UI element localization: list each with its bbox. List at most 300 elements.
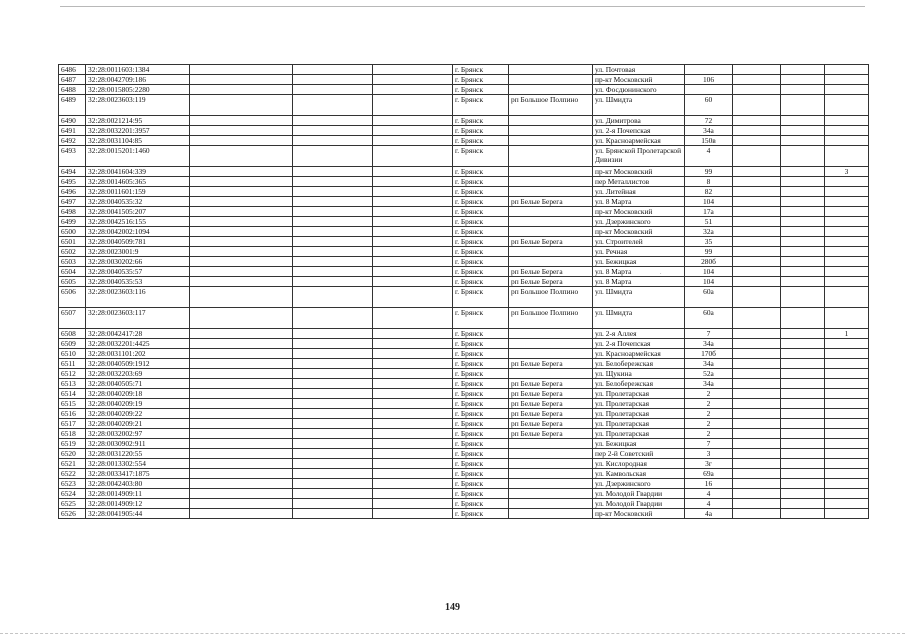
empty-cell [373, 329, 453, 339]
city-cell: г. Брянск [453, 116, 509, 126]
empty-cell [373, 449, 453, 459]
empty-cell [293, 207, 373, 217]
record-number: 6522 [59, 469, 86, 479]
house-number-cell: 280б [685, 257, 733, 267]
empty-cell [190, 116, 293, 126]
record-number: 6499 [59, 217, 86, 227]
apartment-cell [825, 207, 869, 217]
empty-cell [781, 167, 825, 177]
empty-cell [781, 116, 825, 126]
register-body [59, 65, 869, 519]
table-row [59, 379, 869, 389]
empty-cell [781, 399, 825, 409]
empty-cell [190, 499, 293, 509]
house-number-cell: 99 [685, 247, 733, 257]
cadastral-number: 32:28:0032203:69 [86, 369, 190, 379]
empty-cell [781, 95, 825, 116]
street-cell: ул. 2-я Аллея [593, 329, 685, 339]
record-number: 6500 [59, 227, 86, 237]
street-cell: ул. Молодой Гвардии [593, 489, 685, 499]
empty-cell [733, 247, 781, 257]
street-cell: ул. Белобережская [593, 359, 685, 369]
empty-cell [373, 126, 453, 136]
cadastral-number: 32:28:0041604:339 [86, 167, 190, 177]
empty-cell [733, 349, 781, 359]
apartment-cell [825, 479, 869, 489]
table-row [59, 439, 869, 449]
apartment-cell [825, 75, 869, 85]
record-number: 6524 [59, 489, 86, 499]
street-cell: пер Металлистов [593, 177, 685, 187]
empty-cell [373, 287, 453, 308]
cadastral-number: 32:28:0023603:117 [86, 308, 190, 329]
street-cell: ул. Шмидта [593, 95, 685, 116]
house-number-cell: 4 [685, 146, 733, 167]
record-number: 6501 [59, 237, 86, 247]
empty-cell [293, 369, 373, 379]
house-number-cell: 4а [685, 509, 733, 519]
settlement-cell [509, 329, 593, 339]
empty-cell [293, 65, 373, 75]
apartment-cell [825, 136, 869, 146]
apartment-cell [825, 399, 869, 409]
table-row [59, 257, 869, 267]
table-row [59, 287, 869, 308]
empty-cell [733, 116, 781, 126]
apartment-cell [825, 267, 869, 277]
cadastral-number: 32:28:0042403:80 [86, 479, 190, 489]
empty-cell [373, 75, 453, 85]
cadastral-number: 32:28:0014909:11 [86, 489, 190, 499]
empty-cell [733, 379, 781, 389]
city-cell: г. Брянск [453, 459, 509, 469]
empty-cell [373, 116, 453, 126]
cadastral-number: 32:28:0031101:202 [86, 349, 190, 359]
street-cell: ул. Фосдюнинского [593, 85, 685, 95]
house-number-cell: 7 [685, 329, 733, 339]
empty-cell [190, 429, 293, 439]
street-cell: ул. Дзержинского [593, 479, 685, 489]
apartment-cell [825, 257, 869, 267]
empty-cell [293, 247, 373, 257]
empty-cell [190, 379, 293, 389]
house-number-cell: 17а [685, 207, 733, 217]
table-row [59, 177, 869, 187]
table-row [59, 409, 869, 419]
empty-cell [293, 469, 373, 479]
city-cell: г. Брянск [453, 308, 509, 329]
settlement-cell [509, 65, 593, 75]
table-row [59, 399, 869, 409]
record-number: 6516 [59, 409, 86, 419]
city-cell: г. Брянск [453, 509, 509, 519]
apartment-cell [825, 95, 869, 116]
city-cell: г. Брянск [453, 339, 509, 349]
apartment-cell [825, 227, 869, 237]
cadastral-number: 32:28:0015805:2280 [86, 85, 190, 95]
empty-cell [373, 95, 453, 116]
table-row [59, 217, 869, 227]
empty-cell [733, 339, 781, 349]
empty-cell [733, 479, 781, 489]
empty-cell [733, 489, 781, 499]
city-cell: г. Брянск [453, 359, 509, 369]
record-number: 6525 [59, 499, 86, 509]
empty-cell [733, 409, 781, 419]
settlement-cell [509, 136, 593, 146]
empty-cell [733, 419, 781, 429]
city-cell: г. Брянск [453, 449, 509, 459]
cadastral-number: 32:28:0040209:21 [86, 419, 190, 429]
empty-cell [733, 308, 781, 329]
scan-dot: . [660, 270, 662, 276]
table-row [59, 197, 869, 207]
empty-cell [781, 146, 825, 167]
table-row [59, 116, 869, 126]
empty-cell [293, 227, 373, 237]
city-cell: г. Брянск [453, 247, 509, 257]
city-cell: г. Брянск [453, 277, 509, 287]
settlement-cell [509, 187, 593, 197]
cadastral-number: 32:28:0042516:155 [86, 217, 190, 227]
cadastral-number: 32:28:0041905:44 [86, 509, 190, 519]
settlement-cell [509, 126, 593, 136]
empty-cell [293, 329, 373, 339]
empty-cell [190, 237, 293, 247]
empty-cell [781, 359, 825, 369]
apartment-cell [825, 277, 869, 287]
house-number-cell: 7 [685, 439, 733, 449]
settlement-cell: рп Большое Полпино [509, 287, 593, 308]
street-cell: ул. Шмидта [593, 287, 685, 308]
apartment-cell [825, 389, 869, 399]
empty-cell [781, 389, 825, 399]
empty-cell [293, 146, 373, 167]
table-row [59, 187, 869, 197]
street-cell [593, 146, 685, 167]
record-number: 6489 [59, 95, 86, 116]
empty-cell [190, 207, 293, 217]
empty-cell [781, 509, 825, 519]
house-number-cell [685, 85, 733, 95]
settlement-cell [509, 227, 593, 237]
street-cell: ул. Щукина [593, 369, 685, 379]
empty-cell [373, 167, 453, 177]
empty-cell [293, 349, 373, 359]
empty-cell [733, 146, 781, 167]
empty-cell [733, 469, 781, 479]
empty-cell [190, 369, 293, 379]
cadastral-number: 32:28:0040535:32 [86, 197, 190, 207]
street-cell: ул. 8 Марта [593, 277, 685, 287]
empty-cell [190, 136, 293, 146]
street-cell: пер 2-й Советский [593, 449, 685, 459]
empty-cell [293, 509, 373, 519]
record-number: 6505 [59, 277, 86, 287]
empty-cell [190, 167, 293, 177]
cadastral-number: 32:28:0042002:1094 [86, 227, 190, 237]
house-number-cell: 150в [685, 136, 733, 146]
empty-cell [733, 277, 781, 287]
empty-cell [733, 287, 781, 308]
table-row [59, 459, 869, 469]
city-cell: г. Брянск [453, 469, 509, 479]
empty-cell [781, 349, 825, 359]
empty-cell [733, 187, 781, 197]
cadastral-number: 32:28:0042709:186 [86, 75, 190, 85]
record-number: 6513 [59, 379, 86, 389]
street-cell: ул. Димитрова [593, 116, 685, 126]
settlement-cell [509, 369, 593, 379]
apartment-cell [825, 65, 869, 75]
empty-cell [293, 499, 373, 509]
empty-cell [190, 126, 293, 136]
empty-cell [190, 489, 293, 499]
empty-cell [373, 308, 453, 329]
empty-cell [781, 126, 825, 136]
city-cell: г. Брянск [453, 136, 509, 146]
cadastral-number: 32:28:0030202:66 [86, 257, 190, 267]
cadastral-number: 32:28:0013302:554 [86, 459, 190, 469]
empty-cell [781, 187, 825, 197]
table-row [59, 449, 869, 459]
empty-cell [781, 85, 825, 95]
empty-cell [373, 509, 453, 519]
empty-cell [373, 85, 453, 95]
table-row [59, 75, 869, 85]
empty-cell [293, 257, 373, 267]
empty-cell [293, 389, 373, 399]
apartment-cell [825, 247, 869, 257]
street-line: ул. Брянской Пролетарской [595, 146, 682, 155]
empty-cell [733, 207, 781, 217]
empty-cell [190, 65, 293, 75]
record-number: 6509 [59, 339, 86, 349]
settlement-cell [509, 469, 593, 479]
record-number: 6493 [59, 146, 86, 167]
record-number: 6514 [59, 389, 86, 399]
city-cell: г. Брянск [453, 257, 509, 267]
cadastral-number: 32:28:0031220:55 [86, 449, 190, 459]
table-row [59, 146, 869, 167]
house-number-cell: 8 [685, 177, 733, 187]
empty-cell [733, 499, 781, 509]
empty-cell [781, 499, 825, 509]
house-number-cell: 51 [685, 217, 733, 227]
city-cell: г. Брянск [453, 75, 509, 85]
empty-cell [781, 237, 825, 247]
table-row [59, 65, 869, 75]
house-number-cell: 2 [685, 429, 733, 439]
empty-cell [190, 399, 293, 409]
cadastral-number: 32:28:0021214:95 [86, 116, 190, 126]
house-number-cell: 32а [685, 227, 733, 237]
empty-cell [733, 369, 781, 379]
empty-cell [373, 65, 453, 75]
record-number: 6523 [59, 479, 86, 489]
settlement-cell [509, 85, 593, 95]
house-number-cell: 4 [685, 489, 733, 499]
empty-cell [293, 85, 373, 95]
record-number: 6492 [59, 136, 86, 146]
empty-cell [373, 247, 453, 257]
street-cell: ул. Бежицкая [593, 439, 685, 449]
city-cell: г. Брянск [453, 126, 509, 136]
house-number-cell: 52а [685, 369, 733, 379]
table-row [59, 126, 869, 136]
empty-cell [781, 329, 825, 339]
apartment-cell [825, 126, 869, 136]
empty-cell [373, 339, 453, 349]
empty-cell [293, 479, 373, 489]
empty-cell [293, 237, 373, 247]
street-cell: ул. 2-я Почепская [593, 339, 685, 349]
city-cell: г. Брянск [453, 489, 509, 499]
cadastral-number: 32:28:0032002:97 [86, 429, 190, 439]
house-number-cell: 104 [685, 277, 733, 287]
cadastral-number: 32:28:0040505:71 [86, 379, 190, 389]
empty-cell [373, 489, 453, 499]
street-cell: ул. Пролетарская [593, 409, 685, 419]
empty-cell [190, 389, 293, 399]
table-row [59, 479, 869, 489]
apartment-cell [825, 489, 869, 499]
apartment-cell [825, 419, 869, 429]
cadastral-number: 32:28:0032201:3957 [86, 126, 190, 136]
empty-cell [733, 237, 781, 247]
house-number-cell: 82 [685, 187, 733, 197]
city-cell: г. Брянск [453, 197, 509, 207]
empty-cell [373, 469, 453, 479]
empty-cell [190, 329, 293, 339]
empty-cell [293, 429, 373, 439]
table-row [59, 349, 869, 359]
settlement-cell: рп Белые Берега [509, 399, 593, 409]
table-row [59, 267, 869, 277]
cadastral-number: 32:28:0041505:207 [86, 207, 190, 217]
cadastral-number: 32:28:0033417:1875 [86, 469, 190, 479]
empty-cell [190, 479, 293, 489]
record-number: 6496 [59, 187, 86, 197]
cadastral-number: 32:28:0031104:85 [86, 136, 190, 146]
empty-cell [733, 449, 781, 459]
apartment-cell [825, 449, 869, 459]
empty-cell [373, 267, 453, 277]
house-number-cell: 34а [685, 339, 733, 349]
house-number-cell [685, 65, 733, 75]
empty-cell [190, 459, 293, 469]
empty-cell [733, 126, 781, 136]
settlement-cell [509, 439, 593, 449]
empty-cell [293, 217, 373, 227]
empty-cell [733, 257, 781, 267]
empty-cell [190, 95, 293, 116]
city-cell: г. Брянск [453, 369, 509, 379]
city-cell: г. Брянск [453, 167, 509, 177]
empty-cell [781, 277, 825, 287]
house-number-cell: 170б [685, 349, 733, 359]
street-cell: ул. Молодой Гвардии [593, 499, 685, 509]
street-cell: ул. Почтовая [593, 65, 685, 75]
settlement-cell: рп Белые Берега [509, 389, 593, 399]
empty-cell [373, 136, 453, 146]
street-cell: пр-кт Московский [593, 509, 685, 519]
empty-cell [781, 369, 825, 379]
record-number: 6490 [59, 116, 86, 126]
record-number: 6488 [59, 85, 86, 95]
settlement-cell: рп Белые Берега [509, 359, 593, 369]
record-number: 6497 [59, 197, 86, 207]
cadastral-number: 32:28:0042417:28 [86, 329, 190, 339]
record-number: 6515 [59, 399, 86, 409]
street-cell: ул. Красноармейская [593, 349, 685, 359]
table-row [59, 95, 869, 116]
empty-cell [733, 429, 781, 439]
record-number: 6487 [59, 75, 86, 85]
empty-cell [733, 439, 781, 449]
empty-cell [373, 429, 453, 439]
empty-cell [781, 469, 825, 479]
cadastral-number: 32:28:0023603:116 [86, 287, 190, 308]
city-cell: г. Брянск [453, 399, 509, 409]
settlement-cell: рп Большое Полпино [509, 95, 593, 116]
settlement-cell: рп Белые Берега [509, 419, 593, 429]
empty-cell [373, 177, 453, 187]
empty-cell [373, 379, 453, 389]
empty-cell [190, 359, 293, 369]
city-cell: г. Брянск [453, 389, 509, 399]
settlement-cell [509, 479, 593, 489]
empty-cell [781, 459, 825, 469]
house-number-cell: 2 [685, 389, 733, 399]
empty-cell [733, 167, 781, 177]
apartment-cell [825, 359, 869, 369]
settlement-cell [509, 349, 593, 359]
table-row [59, 509, 869, 519]
cadastral-number: 32:28:0040209:18 [86, 389, 190, 399]
table-row [59, 207, 869, 217]
apartment-cell [825, 146, 869, 167]
empty-cell [781, 419, 825, 429]
empty-cell [781, 308, 825, 329]
empty-cell [781, 449, 825, 459]
empty-cell [733, 75, 781, 85]
cadastral-number: 32:28:0040535:57 [86, 267, 190, 277]
empty-cell [733, 217, 781, 227]
empty-cell [190, 419, 293, 429]
apartment-cell [825, 85, 869, 95]
empty-cell [733, 267, 781, 277]
empty-cell [293, 399, 373, 409]
apartment-cell [825, 499, 869, 509]
city-cell: г. Брянск [453, 379, 509, 389]
empty-cell [733, 65, 781, 75]
empty-cell [373, 459, 453, 469]
empty-cell [733, 329, 781, 339]
city-cell: г. Брянск [453, 177, 509, 187]
cadastral-number: 32:28:0040209:19 [86, 399, 190, 409]
empty-cell [373, 439, 453, 449]
empty-cell [373, 227, 453, 237]
settlement-cell [509, 509, 593, 519]
house-number-cell: 34а [685, 126, 733, 136]
empty-cell [293, 439, 373, 449]
city-cell: г. Брянск [453, 499, 509, 509]
house-number-cell: 34а [685, 379, 733, 389]
empty-cell [293, 167, 373, 177]
city-cell: г. Брянск [453, 349, 509, 359]
empty-cell [190, 339, 293, 349]
